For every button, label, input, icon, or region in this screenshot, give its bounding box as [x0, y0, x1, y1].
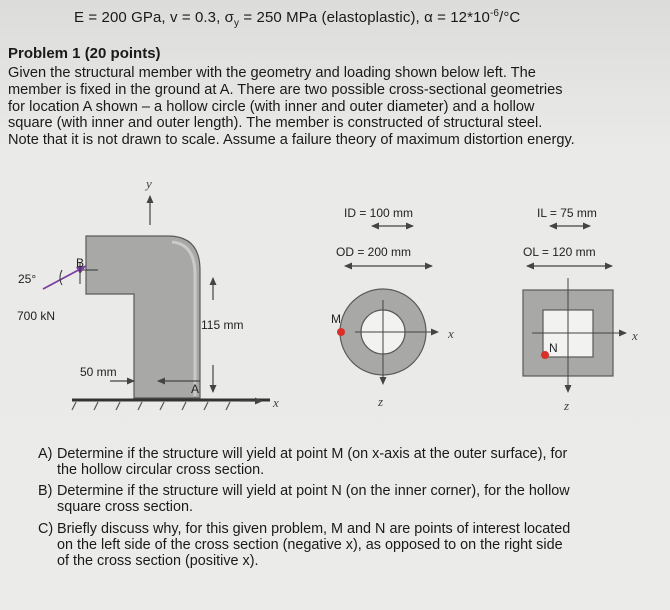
- unit-text: /°C: [499, 9, 521, 26]
- question-line: square cross section.: [57, 499, 193, 515]
- outer-diameter-label: OD = 200 mm: [336, 245, 412, 259]
- ground-hatching: [72, 402, 230, 410]
- inner-diameter-label: ID = 100 mm: [344, 206, 414, 220]
- point-b-label: B: [76, 256, 85, 270]
- load-angle-label: 25°: [18, 272, 37, 286]
- question-line: of the cross section (positive x).: [57, 553, 259, 569]
- question-a: [38, 446, 658, 478]
- question-c: [38, 521, 658, 569]
- problem-title: Problem 1 (20 points): [8, 45, 161, 62]
- yield-text: = 250 MPa (elastoplastic), α = 12*10: [239, 9, 490, 26]
- question-tag: C): [38, 521, 54, 537]
- outer-length-label: OL = 120 mm: [523, 245, 596, 259]
- statement-line: for location A shown – a hollow circle (with inner and outer diameter) and a hollow: [8, 98, 535, 115]
- yield-subscript: y: [234, 18, 240, 29]
- point-a-label: A: [191, 382, 200, 396]
- question-tag: A): [38, 446, 53, 462]
- y-axis-label: y: [146, 176, 152, 191]
- square-z-label: z: [564, 398, 570, 413]
- question-line: Determine if the structure will yield at point M (on x-axis at the outer surface), for: [57, 446, 568, 462]
- question-line: on the left side of the cross section (negative x), as opposed to on the right side: [57, 537, 563, 553]
- exponent-text: -6: [489, 8, 500, 19]
- point-m-label: M: [331, 312, 341, 326]
- statement-line: square (with inner and outer length). The member is constructed of structural steel.: [8, 115, 543, 132]
- load-magnitude-label: 700 kN: [17, 309, 56, 323]
- question-line: the hollow circular cross section.: [57, 462, 265, 478]
- poisson-text: v = 0.3, σ: [169, 9, 234, 26]
- x-axis-label: x: [273, 395, 279, 410]
- question-b: [38, 483, 658, 515]
- square-x-label: x: [632, 328, 638, 343]
- question-line: Determine if the structure will yield at point N (on the inner corner), for the hollow: [57, 483, 570, 499]
- question-tag: B): [38, 483, 53, 499]
- point-n-label: N: [549, 341, 558, 355]
- height-dimension: 115 mm: [201, 318, 244, 332]
- inner-length-label: IL = 75 mm: [537, 206, 597, 220]
- statement-line: Note that it is not drawn to scale. Assume a failure theory of maximum distortion energy.: [8, 132, 575, 149]
- statement-line: Given the structural member with the geometry and loading shown below left. The: [8, 65, 536, 81]
- modulus-text: E = 200 GPa,: [74, 9, 170, 26]
- question-line: Briefly discuss why, for this given problem, M and N are points of interest located: [57, 521, 571, 537]
- circle-z-label: z: [378, 394, 384, 409]
- statement-line: member is fixed in the ground at A. There are two possible cross-sectional geometries: [8, 81, 563, 98]
- point-n-marker: [541, 351, 549, 359]
- width-dimension: 50 mm: [80, 365, 117, 379]
- circle-x-label: x: [448, 326, 454, 341]
- point-m-marker: [337, 328, 345, 336]
